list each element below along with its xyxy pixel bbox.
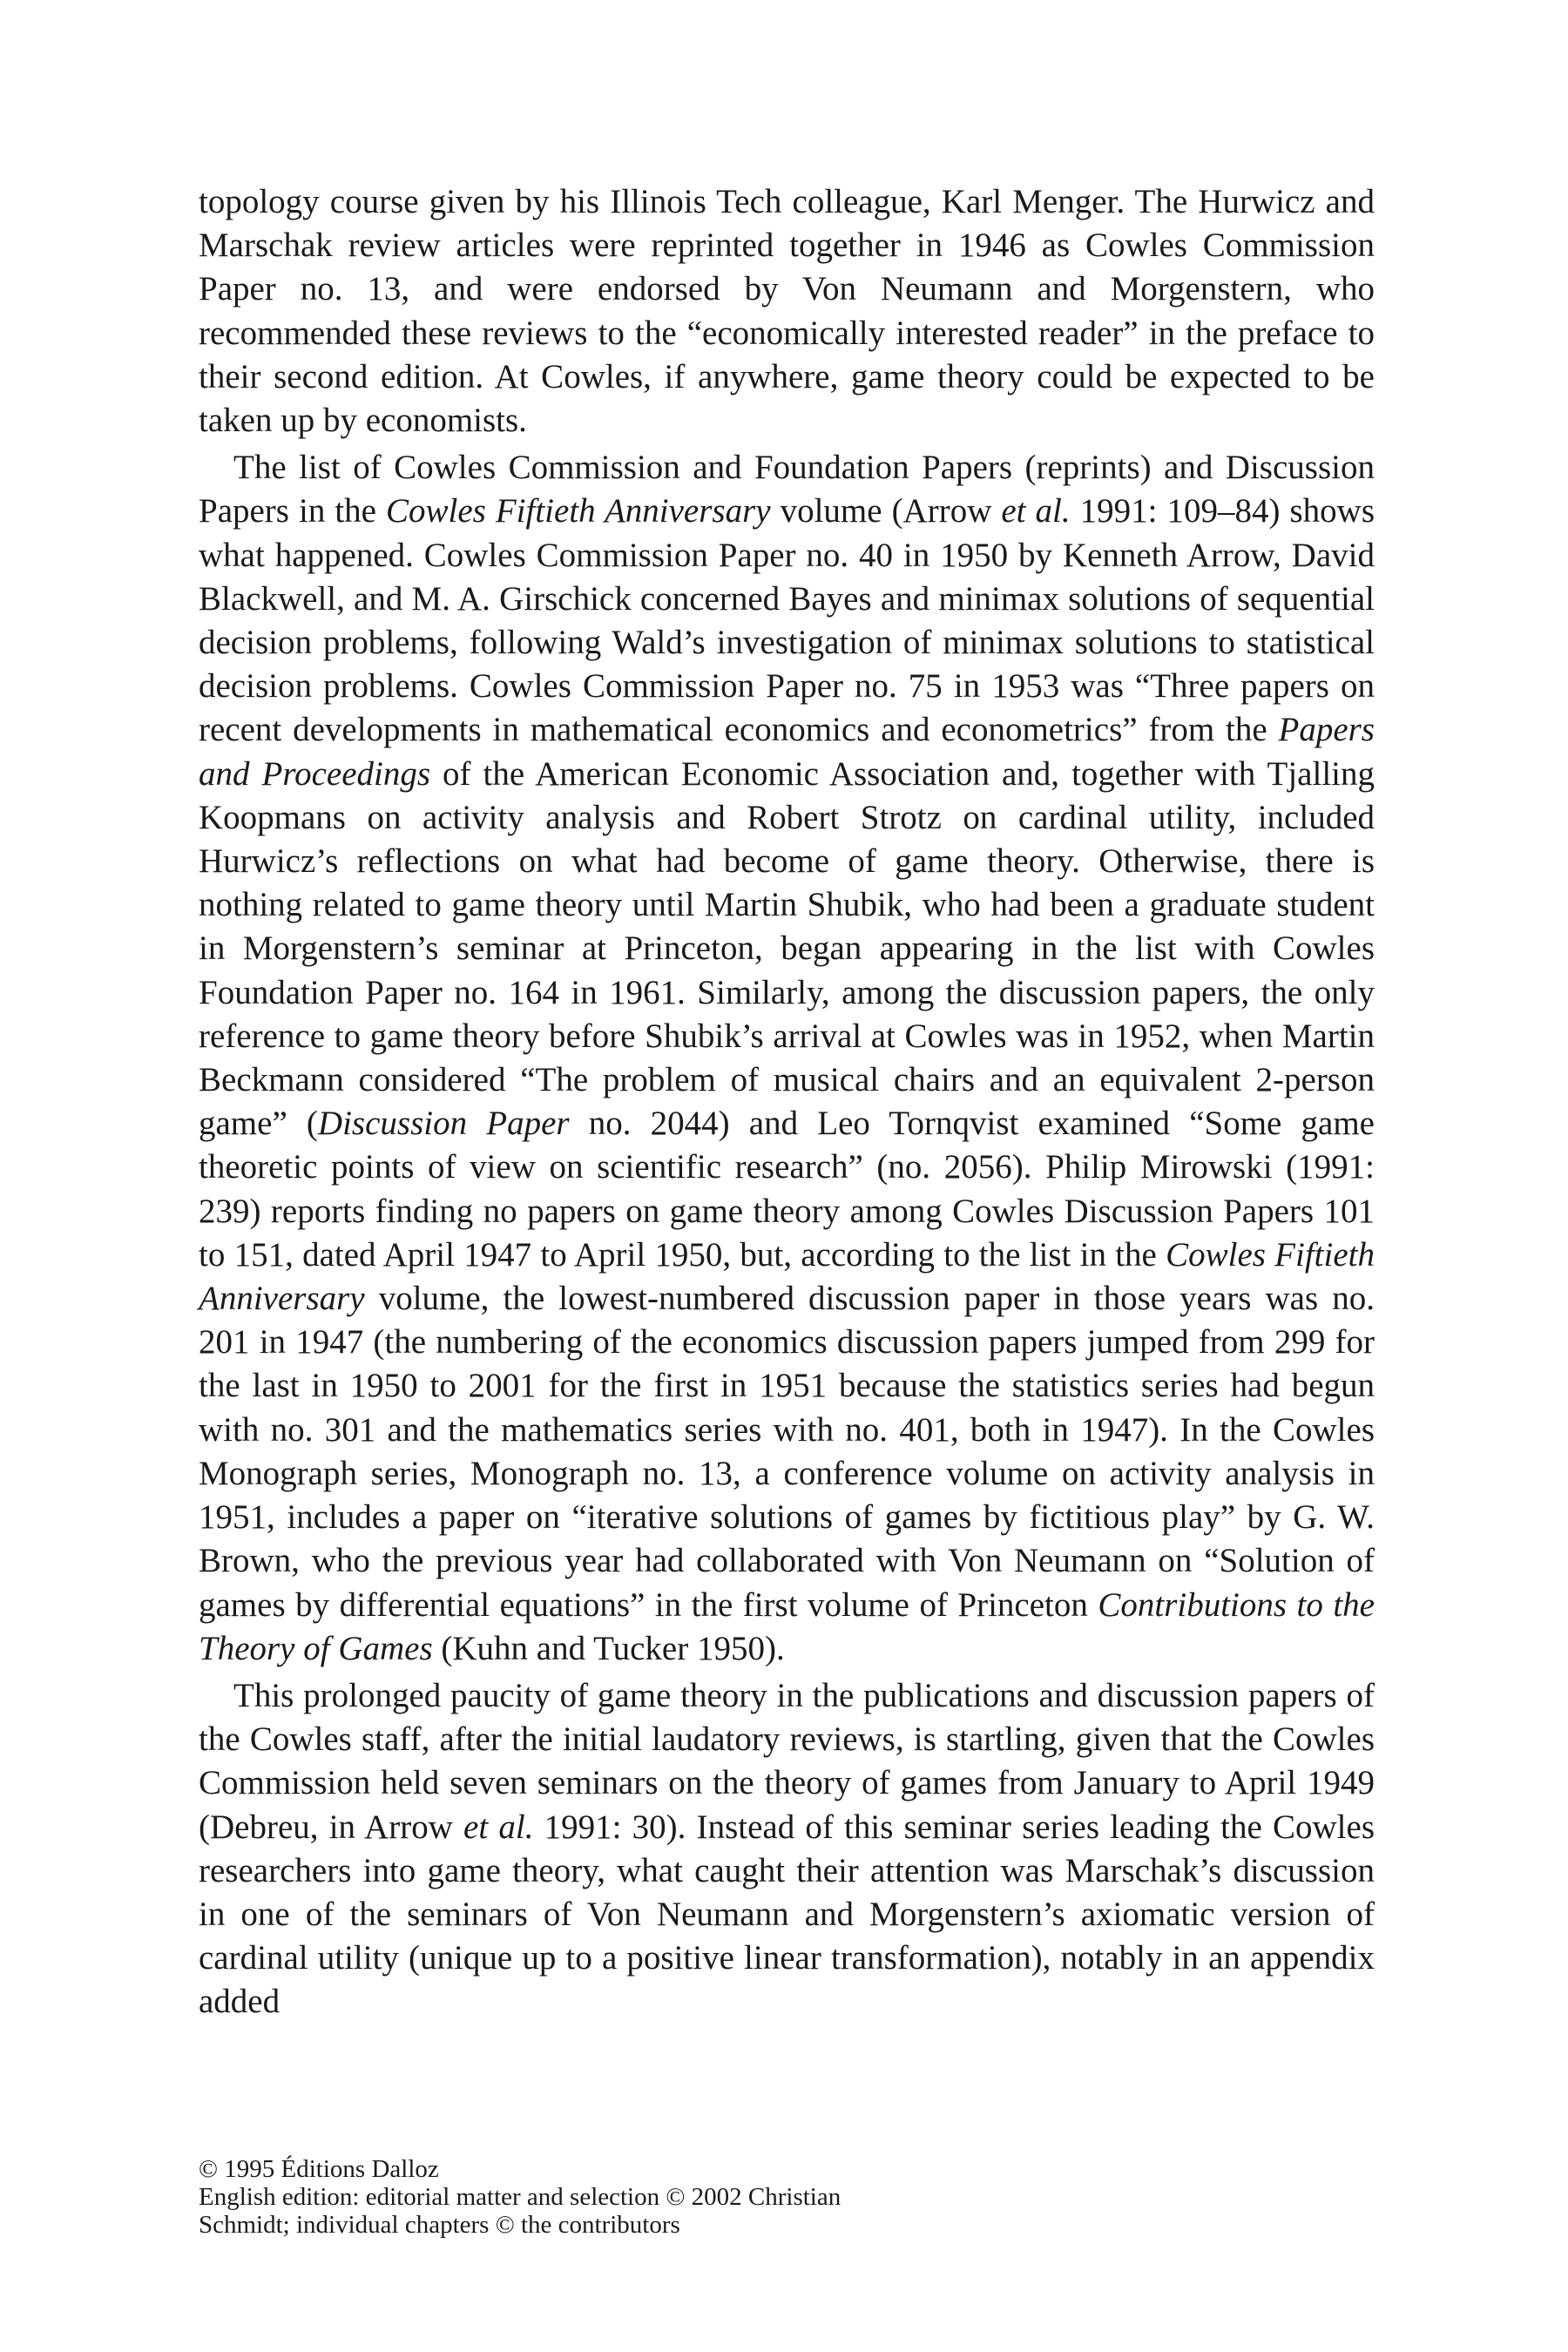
paragraph-2-text-6: volume, the lowest-numbered discussion paper in those years was no. 201 in 1947 (the numbering of the economics discussion papers jumped from 299 for the last in 1950 to 2001 for the first in 1951 because the statistics series had begun with no. 301 and the mathematics series with no. 401, both in 1947). In the Cowles Monograph series, Monograph no. 13, a conference volume on activity analysis in 1951, includes a paper on “iterative solutions of games by fictitious play” by G. W. Brown, who the previous year had collaborated with Von Neumann on “Solution of games by differential equations” in the first volume of Princeton <box>199 1280 1375 1624</box>
paragraph-2-italic-title-3: Discussion Paper <box>317 1105 570 1143</box>
paragraph-2-text-5: no. 2044) and Leo Tornqvist examined “Some game theoretic points of view on scientific research” (no. 2056). Philip Mirowski (1991: 239) reports finding no papers on game theory among Cowles Discussion Papers 101 to 151, dated April 1947 to April 1950, but, according to the list in the <box>199 1105 1375 1274</box>
paragraph-2-italic-title-2: Papers and Proceedings <box>199 711 1375 793</box>
paragraph-2-text-1: The list of Cowles Commission and Foundation Papers (reprints) and Discussion Papers in the <box>199 449 1375 531</box>
paragraph-2-text-3: 1991: 109–84) shows what happened. Cowles Commission Paper no. 40 in 1950 by Kenneth Arrow, David Blackwell, and M. A. Girschick concerned Bayes and minimax solutions of sequential decision problems, following Wald’s investigation of minimax solutions to statistical decision problems. Cowles Commission Paper no. 75 in 1953 was “Three papers on recent developments in mathematical economics and econometrics” from the <box>199 492 1375 749</box>
paragraph-2-italic-title-4: Cowles Fiftieth Anniversary <box>199 1235 1375 1318</box>
paragraph-2-italic-etal: et al. <box>1001 492 1071 531</box>
paragraph-2-text-2: volume (Arrow <box>770 492 1002 531</box>
paragraph-2-italic-title-1: Cowles Fiftieth Anniversary <box>385 492 771 531</box>
paragraph-2-text-4: of the American Economic Association and, together with Tjalling Koopmans on activity analysis and Robert Strotz on cardinal utility, included Hurwicz’s reflections on what had become of game theory. Otherwise, there is nothing related to game theory until Martin Shubik, who had been a graduate student in Morgenstern’s seminar at Princeton, began appearing in the list with Cowles Foundation Paper no. 164 in 1961. Similarly, among the discussion papers, the only reference to game theory before Shubik’s arrival at Cowles was in 1952, when Martin Beckmann considered “The problem of musical chairs and an equivalent 2-person game” ( <box>199 754 1375 1143</box>
paragraph-2-italic-title-5: Contributions to the Theory of Games <box>199 1585 1375 1667</box>
paragraph-3-italic-etal: et al. <box>463 1808 534 1846</box>
paragraph-3-text-2: 1991: 30). Instead of this seminar series leading the Cowles researchers into game theory, what caught their attention was Marschak’s discussion in one of the seminars of Von Neumann and Morgenstern’s axiomatic version of cardinal utility (unique up to a positive linear transformation), notably in an appendix added <box>199 1808 1375 2021</box>
body-text <box>199 180 1375 2024</box>
copyright-line-1: © 1995 Éditions Dalloz <box>199 2155 439 2183</box>
copyright-line-3: Schmidt; individual chapters © the contributors <box>199 2211 680 2239</box>
paragraph-1-text: topology course given by his Illinois Tech colleague, Karl Menger. The Hurwicz and Marschak review articles were reprinted together in 1946 as Cowles Commission Paper no. 13, and were endorsed by Von Neumann and Morgenstern, who recommended these reviews to the “economically interested reader” in the preface to their second edition. At Cowles, if anywhere, game theory could be expected to be taken up by economists. <box>199 183 1375 440</box>
paragraph-2-text-7: (Kuhn and Tucker 1950). <box>432 1629 785 1667</box>
paragraph-2 <box>199 446 1375 1671</box>
copyright-line-2: English edition: editorial matter and selection © 2002 Christian <box>199 2183 841 2211</box>
paragraph-3 <box>199 1674 1375 2024</box>
copyright-footer <box>199 2155 1244 2239</box>
paragraph-1 <box>199 180 1375 443</box>
paragraph-3-text-1: This prolonged paucity of game theory in the publications and discussion papers of the Cowles staff, after the initial laudatory reviews, is startling, given that the Cowles Commission held seven seminars on the theory of games from January to April 1949 (Debreu, in Arrow <box>199 1676 1375 1846</box>
